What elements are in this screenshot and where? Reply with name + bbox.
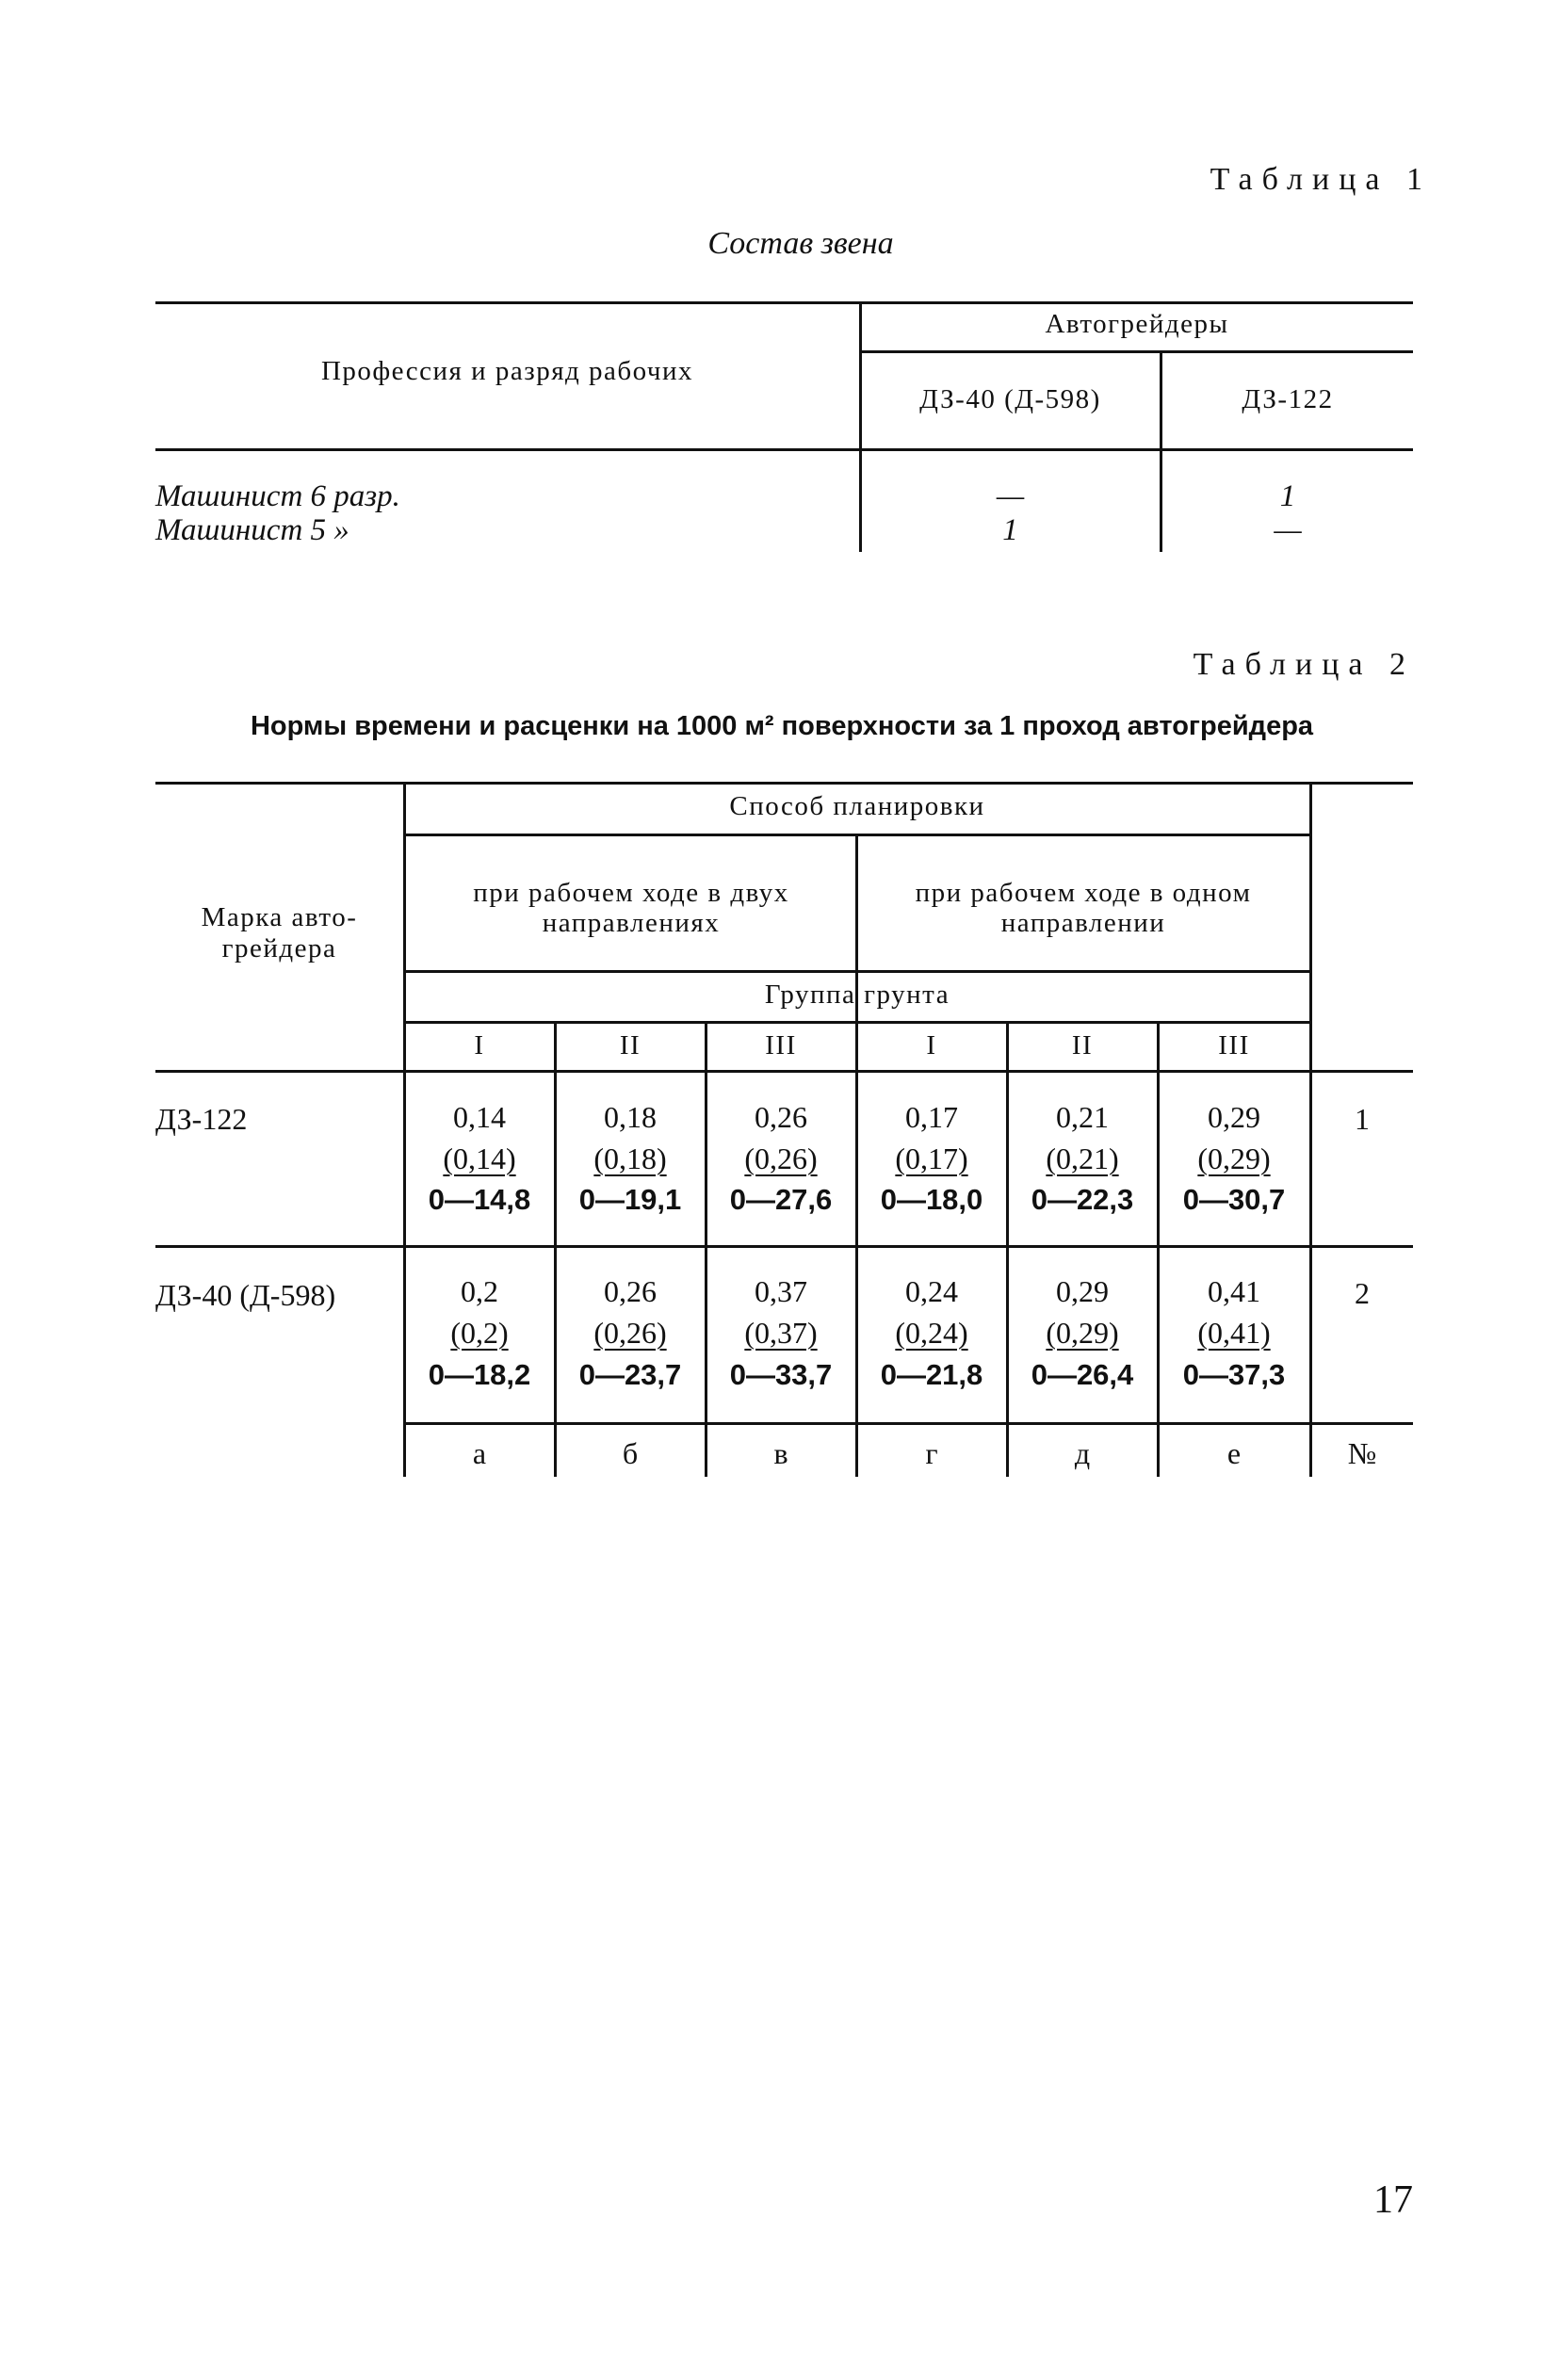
time-value-paren: (0,18): [593, 1141, 667, 1175]
rate-value: 0—23,7: [578, 1358, 682, 1391]
table1-subtitle: Состав звена: [707, 226, 894, 261]
time-value: 0,17: [905, 1100, 958, 1134]
column-letter: б: [622, 1436, 639, 1470]
time-value: 0,18: [604, 1100, 657, 1134]
time-value: 0,29: [1208, 1100, 1260, 1134]
time-value: 0,29: [1056, 1274, 1109, 1308]
table1-machine-dz40: ДЗ-40 (Д-598): [919, 384, 1101, 414]
time-value-paren: (0,14): [443, 1141, 516, 1175]
table2-row-number: 2: [1355, 1276, 1370, 1310]
table1-machine-dz122: ДЗ-122: [1242, 384, 1334, 414]
column-letter: д: [1074, 1436, 1091, 1470]
time-value-paren: (0,41): [1197, 1316, 1271, 1350]
time-value: 0,37: [755, 1274, 807, 1308]
table2-brand: ДЗ-40 (Д-598): [155, 1278, 336, 1312]
table1-cell: 1: [1002, 513, 1018, 547]
table1-row-profession: Машинист 5 »: [155, 513, 349, 547]
soil-class: II: [1071, 1030, 1094, 1060]
time-value: 0,24: [905, 1274, 958, 1308]
soil-class: I: [474, 1030, 485, 1060]
rate-value: 0—30,7: [1182, 1183, 1286, 1216]
table2-title: Нормы времени и расценки на 1000 м² поверхности за 1 проход автогрейдера: [250, 711, 1314, 741]
table2-col-brand: Марка авто-грейдера: [201, 902, 358, 963]
rate-value: 0—27,6: [729, 1183, 833, 1216]
time-value-paren: (0,24): [895, 1316, 968, 1350]
table2-method-one: при рабочем ходе в одном направлении: [915, 878, 1252, 938]
page-number: 17: [1373, 2178, 1413, 2222]
time-value: 0,41: [1208, 1274, 1260, 1308]
time-value: 0,21: [1056, 1100, 1109, 1134]
column-letter: е: [1226, 1436, 1242, 1470]
rate-value: 0—18,0: [880, 1183, 983, 1216]
time-value-paren: (0,17): [895, 1141, 968, 1175]
number-label: №: [1347, 1436, 1377, 1470]
table1-cell: 1: [1279, 479, 1296, 513]
time-value-paren: (0,37): [744, 1316, 818, 1350]
table1-cell: —: [1274, 513, 1302, 547]
column-letter: г: [925, 1436, 938, 1470]
rate-value: 0—14,8: [428, 1183, 531, 1216]
time-value-paren: (0,26): [744, 1141, 818, 1175]
time-value-paren: (0,29): [1197, 1141, 1271, 1175]
time-value-paren: (0,2): [450, 1316, 509, 1350]
rate-value: 0—19,1: [578, 1183, 682, 1216]
time-value: 0,14: [453, 1100, 506, 1134]
rate-value: 0—37,3: [1182, 1358, 1286, 1391]
table1-label: Таблица 1: [1210, 162, 1432, 197]
table1-col-profession: Профессия и разряд рабочих: [320, 356, 694, 386]
time-value: 0,26: [604, 1274, 657, 1308]
rate-value: 0—22,3: [1031, 1183, 1134, 1216]
time-value: 0,2: [461, 1274, 498, 1308]
table1-row-profession: Машинист 6 разр.: [155, 479, 400, 513]
column-letter: в: [773, 1436, 788, 1470]
table2-col-method: Способ планировки: [729, 791, 985, 821]
soil-class: II: [619, 1030, 641, 1060]
table1-cell: —: [996, 479, 1025, 513]
soil-class: I: [926, 1030, 937, 1060]
column-letter: а: [472, 1436, 487, 1470]
rate-value: 0—26,4: [1031, 1358, 1134, 1391]
time-value-paren: (0,29): [1046, 1316, 1119, 1350]
rate-value: 0—33,7: [729, 1358, 833, 1391]
rate-value: 0—21,8: [880, 1358, 983, 1391]
table2-label: Таблица 2: [1193, 647, 1415, 682]
time-value: 0,26: [755, 1100, 807, 1134]
time-value-paren: (0,21): [1046, 1141, 1119, 1175]
table1-col-group: Автогрейдеры: [1045, 309, 1229, 339]
rate-value: 0—18,2: [428, 1358, 531, 1391]
soil-class: III: [765, 1030, 797, 1060]
table2-soil-group: Группа грунта: [764, 980, 950, 1010]
table2-method-two: при рабочем ходе в двух направлениях: [473, 878, 789, 938]
table2-brand: ДЗ-122: [155, 1102, 248, 1136]
soil-class: III: [1218, 1030, 1250, 1060]
table2-row-number: 1: [1355, 1102, 1370, 1136]
time-value-paren: (0,26): [593, 1316, 667, 1350]
